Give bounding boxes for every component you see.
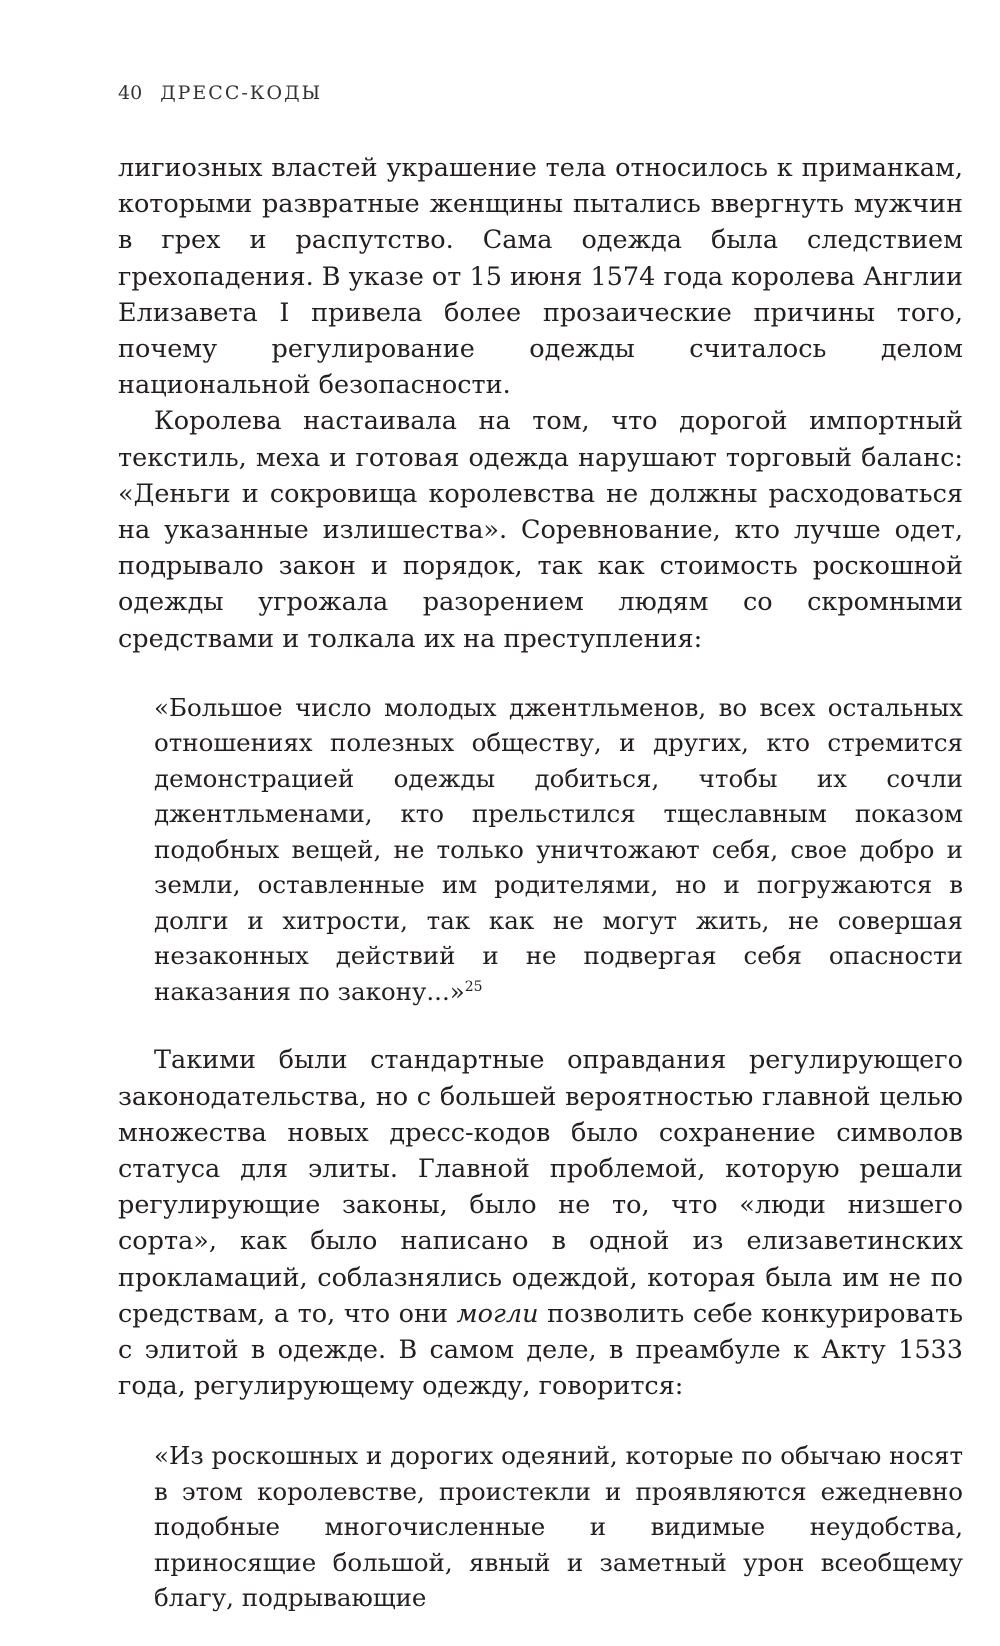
footnote-reference[interactable]: 25 [464,978,483,995]
paragraph [118,1042,963,1404]
body-text [118,150,963,1646]
quote-text: «Из роскошных и дорогих одеяний, которые по обычаю носят в этом королевстве, проистекли и проявляются ежедневно подобные многочисленные и видимые неудобства, приносящие большой, явный и заметный урон всеобщему благу, подрывающие [154,1441,963,1613]
paragraph-text: Такими были стандартные оправдания регулирующего законодательства, но с большей вероятностью главной целью множества новых дресс-кодов было сохранение символов статуса для элиты. Главной проблемой, которую решали регулирующие законы, было не то, что «люди низшего сорта», как было написано в одной из елизаветинских прокламаций, соблазнялись одеждой, которая была им не по средствам, а то, что они [118,1045,963,1329]
running-title: ДРЕСС-КОДЫ [160,82,323,104]
block-quote [154,690,963,1010]
quote-text: «Большое число молодых джентльменов, во всех остальных отношениях полезных обществу, и других, кто стремится демонстрацией одежды добиться, чтобы их сочли джентльменами, кто прельстился тщеславным показом подобных вещей, не только уничтожают себя, свое добро и земли, оставленные им родителями, но и погружаются в долги и хитрости, так как не могут жить, не совершая незаконных действий и не подвергая себя опасности наказания по закону...» [154,692,963,1006]
paragraph: Королева настаивала на том, что дорогой импортный текстиль, меха и готовая одежда нарушают торговый баланс: «Деньги и сокровища королевства не должны расходоваться на указанные излишества». Соревнование, кто лучше одет, подрывало закон и порядок, так как стоимость роскошной одежды угрожала разорением людям со скромными средствами и толкала их на преступления: [118,406,963,654]
block-quote [154,1438,963,1616]
emphasized-word: могли [456,1298,539,1329]
running-head [118,82,322,104]
page-number: 40 [118,82,143,104]
paragraph-continued: лигиозных властей украшение тела относилось к приманкам, которыми развратные женщины пытались ввергнуть мужчин в грех и распутство. Сама одежда была следствием грехопадения. В указе от 15 июня 1574 года королева Англии Елизавета I привела более прозаические причины того, почему регулирование одежды считалось делом национальной безопасности. [118,153,963,401]
paragraph-text: позволить себе конкурировать с элитой в одежде. В самом деле, в преамбуле к Акту 1533 года, регулирующему одежду, говорится: [118,1298,963,1402]
